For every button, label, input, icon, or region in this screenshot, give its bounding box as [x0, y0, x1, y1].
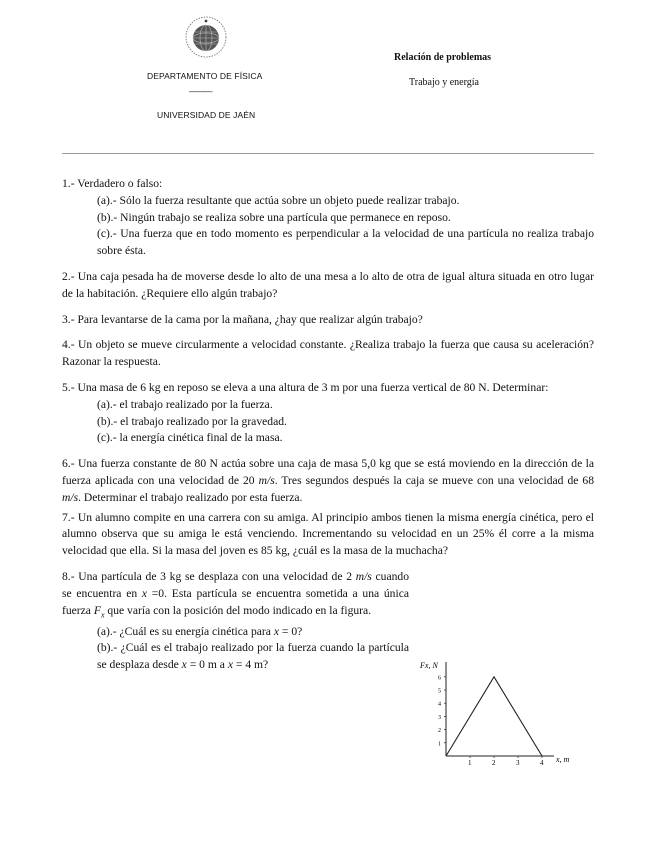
x-tick-label: 2 — [492, 759, 496, 767]
problem-5-a: (a).- el trabajo realizado por la fuerza. — [97, 397, 273, 411]
problem-5 — [62, 380, 594, 447]
y-tick-label: 6 — [438, 675, 441, 682]
x-tick-label: 3 — [516, 759, 520, 767]
y-tick-label: 2 — [438, 728, 441, 735]
problem-1-c: (c).- Una fuerza que en todo momento es perpendicular a la velocidad de una partícula no realiza trabajo sobre ésta. — [97, 227, 594, 258]
problem-6: 6.- Una fuerza constante de 80 N actúa sobre una caja de masa 5,0 kg que se está moviendo en la dirección de la fuerza aplicada con una velocidad de 20 m/s. Tres segundos después la caja se mueve con una velocidad de 68 m/s. Determinar el trabajo realizado por esta fuerza. — [62, 457, 594, 504]
problem-3: 3.- Para levantarse de la cama por la mañana, ¿hay que realizar algún trabajo? — [62, 312, 423, 326]
problem-list — [62, 176, 594, 674]
problem-5-c: (c).- la energía cinética final de la masa. — [97, 431, 283, 445]
department-name: DEPARTAMENTO DE FÍSICA — [147, 71, 263, 81]
x-tick-label: 1 — [468, 759, 472, 767]
globe-icon — [185, 16, 227, 58]
x-tick-label: 4 — [540, 759, 544, 767]
problem-8-stem: 8.- Una partícula de 3 kg se desplaza con una velocidad de 2 m/s cuando se encuentra en x =0. Esta partícula se encuentra sometida a una única fuerza $F_x$ que varía con la posición del modo indicado en la figura. — [62, 569, 409, 619]
problem-5-b: (b).- el trabajo realizado por la gravedad. — [97, 414, 287, 428]
problem-1-a: (a).- Sólo la fuerza resultante que actúa sobre un objeto puede realizar trabajo. — [97, 193, 460, 207]
x-axis-label: x, m — [556, 755, 570, 764]
y-axis-label: Fx, N — [420, 661, 438, 670]
header-rule — [62, 153, 594, 154]
force-chart — [418, 656, 588, 772]
y-tick-label: 5 — [438, 688, 441, 695]
problem-1 — [62, 176, 594, 260]
problem-7: 7.- Un alumno compite en una carrera con su amiga. Al principio ambos tienen la misma energía cinética, pero el alumno observa que su amiga le está venciendo. Incrementando su velocidad en un 25% él corre a la misma velocidad que ella. Si la masa del joven es 85 kg, ¿cuál es la masa de la muchacha? — [62, 510, 594, 558]
doc-subtitle: Trabajo y energía — [409, 77, 479, 88]
problem-4: 4.- Un objeto se mueve circularmente a velocidad constante. ¿Realiza trabajo la fuerza que causa su aceleración? Razonar la respuesta. — [62, 338, 594, 369]
y-tick-label: 4 — [438, 701, 441, 708]
problem-5-stem: 5.- Una masa de 6 kg en reposo se eleva a una altura de 3 m por una fuerza vertical de 80 N. Determinar: — [62, 380, 549, 394]
header-divider: ——— — [189, 86, 212, 96]
university-seal — [185, 16, 227, 58]
problem-2: 2.- Una caja pesada ha de moverse desde lo alto de una mesa a lo alto de otra de igual altura situada en otro lugar de la habitación. ¿Requiere ello algún trabajo? — [62, 269, 594, 300]
problem-1-stem: 1.- Verdadero o falso: — [62, 177, 163, 190]
y-tick-label: 1 — [438, 741, 441, 748]
problem-8-b: (b).- ¿Cuál es el trabajo realizado por la fuerza cuando la partícula se desplaza desde x = 0 m a x = 4 m? — [97, 641, 409, 672]
y-tick-label: 3 — [438, 714, 441, 721]
force-position-figure — [418, 656, 588, 772]
problem-1-b: (b).- Ningún trabajo se realiza sobre una partícula que permanece en reposo. — [97, 210, 451, 224]
problem-8-a: (a).- ¿Cuál es su energía cinética para x = 0? — [97, 624, 303, 638]
university-name: UNIVERSIDAD DE JAÉN — [157, 110, 256, 120]
doc-title: Relación de problemas — [394, 52, 492, 63]
force-line — [446, 677, 542, 756]
